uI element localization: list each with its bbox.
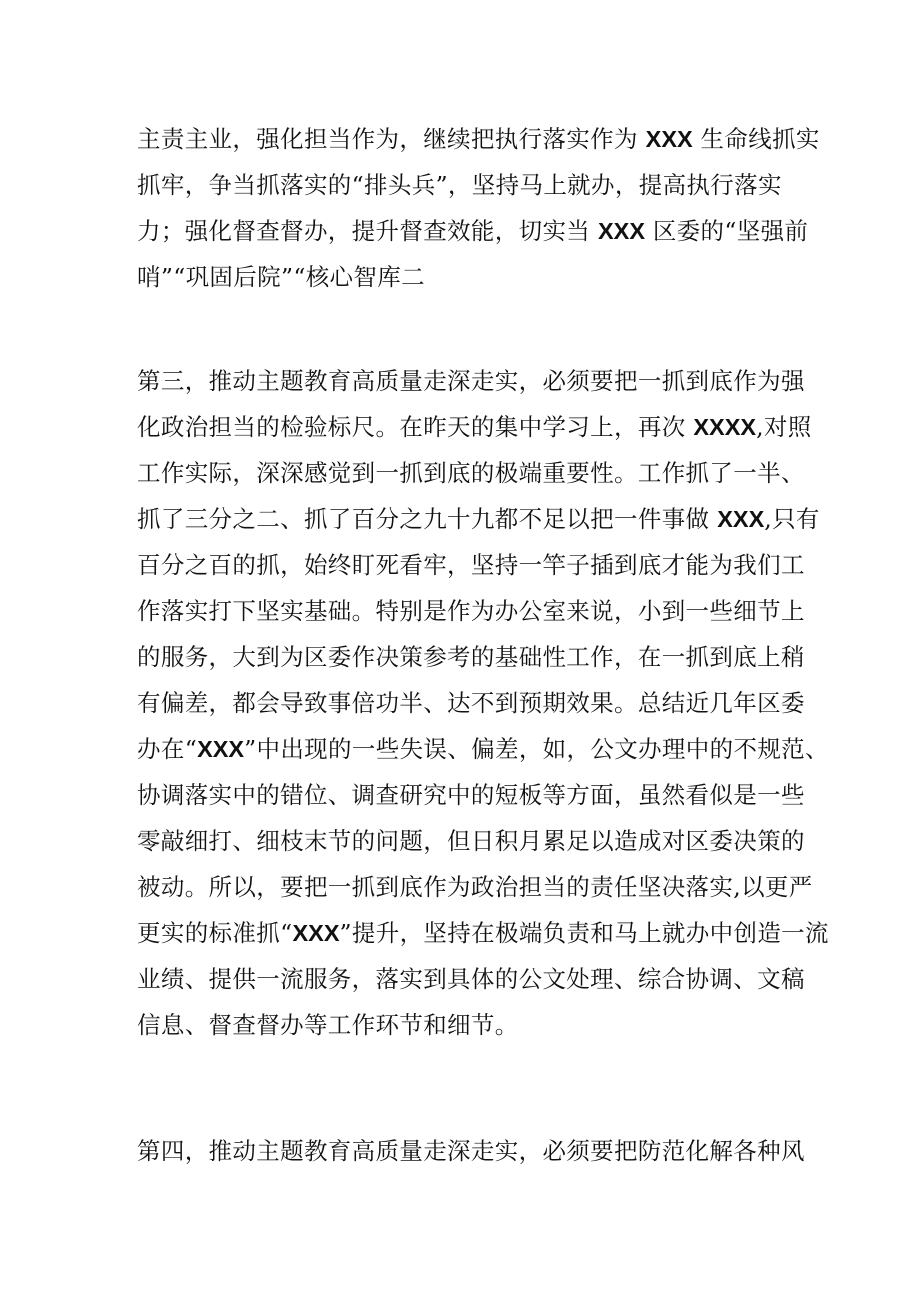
paragraph-2-line-2: 化政治担当的检验标尺。在昨天的集中学习上，再次 XXXX,对照 <box>137 413 812 441</box>
paragraph-2-line-7: 的服务，大到为区委作决策参考的基础性工作，在一抓到底上稍 <box>137 643 805 671</box>
paragraph-1-line-2: 抓牢，争当抓落实的“排头兵”，坚持马上就办，提高执行落实 <box>137 171 782 199</box>
paragraph-2-line-4: 抓了三分之二、抓了百分之九十九都不足以把一件事做 XXX,只有 <box>137 505 820 533</box>
paragraph-2-line-3: 工作实际，深深感觉到一抓到底的极端重要性。工作抓了一半、 <box>137 459 805 487</box>
paragraph-3-line-1: 第四，推动主题教育高质量走深走实，必须要把防范化解各种风 <box>137 1137 805 1165</box>
paragraph-1-line-3: 力；强化督查督办，提升督查效能，切实当 XXX 区委的“坚强前 <box>137 217 809 245</box>
paragraph-1-line-1: 主责主业，强化担当作为，继续把执行落实作为 XXX 生命线抓实 <box>137 125 820 153</box>
paragraph-2-line-12: 被动。所以，要把一抓到底作为政治担当的责任坚决落实,以更严 <box>137 873 813 901</box>
paragraph-2-line-10: 协调落实中的错位、调查研究中的短板等方面，虽然看似是一些 <box>137 781 805 809</box>
paragraph-2-line-8: 有偏差，都会导致事倍功半、达不到预期效果。总结近几年区委 <box>137 689 805 717</box>
paragraph-1-line-4: 哨”“巩固后院”“核心智库二 <box>137 263 425 291</box>
paragraph-2-line-11: 零敲细打、细枝末节的问题，但日积月累足以造成对区委决策的 <box>137 827 805 855</box>
paragraph-2-line-9: 办在“XXX”中出现的一些失误、偏差，如，公文办理中的不规范、 <box>137 735 829 763</box>
paragraph-2-line-6: 作落实打下坚实基础。特别是作为办公室来说，小到一些细节上 <box>137 597 805 625</box>
paragraph-2-line-15: 信息、督查督办等工作环节和细节。 <box>137 1011 519 1039</box>
paragraph-2-line-5: 百分之百的抓，始终盯死看牢，坚持一竿子插到底才能为我们工 <box>137 551 805 579</box>
paragraph-2-line-13: 更实的标准抓“XXX”提升，坚持在极端负责和马上就办中创造一流 <box>137 919 829 947</box>
paragraph-2-line-1: 第三，推动主题教育高质量走深走实，必须要把一抓到底作为强 <box>137 367 805 395</box>
paragraph-2-line-14: 业绩、提供一流服务，落实到具体的公文处理、综合协调、文稿 <box>137 965 805 993</box>
